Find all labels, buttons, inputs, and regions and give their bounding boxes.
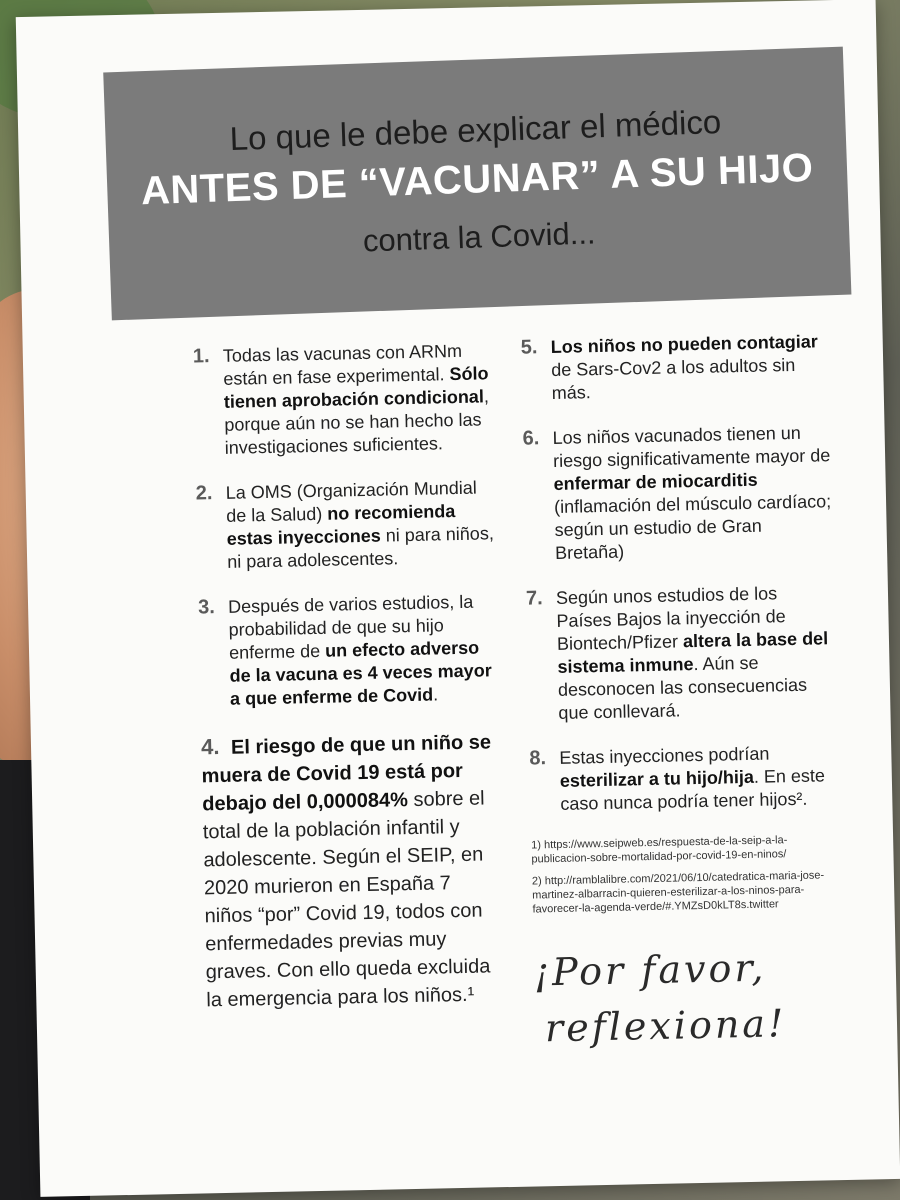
item-number: 8. <box>529 747 547 770</box>
header-line-3: contra la Covid... <box>362 215 597 259</box>
item-text: . <box>432 684 439 705</box>
list-item <box>193 339 495 460</box>
item-text-bold: El riesgo de que un niño se muera de Covid 19 está por debajo del 0,000084% <box>201 731 492 816</box>
item-text: sobre el total de la población infantil y adolescente. Según el SEIP, en 2020 murieron en España 7 niños “por” Covid 19, todos con enfermedades previas muy graves. Con ello queda excluida la emergencia para los niños.¹ <box>202 787 491 1012</box>
header-box <box>103 47 851 321</box>
header-line-1: Lo que le debe explicar el médico <box>229 102 722 158</box>
item-text: . Aún se desconocen las consecuencias que conllevará. <box>557 652 808 723</box>
item-text-bold: enfermar de miocarditis <box>553 469 758 494</box>
reference-1: 1) https://www.seipweb.es/respuesta-de-la-seip-a-la-publicacion-sobre-mortalidad-por-covid-19-en-ninos/ <box>531 834 788 866</box>
list-item <box>526 581 839 725</box>
list-item <box>198 590 500 711</box>
item-number: 7. <box>525 587 543 610</box>
signature-line-1: ¡Por favor, <box>533 945 767 995</box>
item-number: 4. <box>200 734 220 760</box>
item-text: . En este caso nunca podría tener hijos². <box>560 765 826 814</box>
reference-2: 2) http://ramblalibre.com/2021/06/10/catedratica-maria-jose-martinez-albarracin-quieren-esterilizar-a-los-ninos-para-favorecer-la-agenda-verde/#.YMZsD0kLT8s.twitter <box>531 869 825 916</box>
item-text: , porque aún no se han hecho las investigaciones suficientes. <box>224 386 490 458</box>
flyer-paper <box>16 0 900 1197</box>
right-column <box>521 330 846 1056</box>
item-text: Según unos estudios de los Países Bajos la inyección de Biontech/Pfizer <box>555 583 786 654</box>
item-text: ni para niños, ni para adolescentes. <box>226 523 495 572</box>
list-item <box>196 476 498 574</box>
item-number: 1. <box>192 345 210 368</box>
item-text: de Sars-Cov2 a los adultos sin más. <box>551 354 796 403</box>
item-number: 3. <box>197 596 216 619</box>
header-title: ANTES DE “VACUNAR” A SU HIJO <box>140 145 815 214</box>
list-item <box>201 727 507 1014</box>
item-text: Todas las vacunas con ARNm están en fase experimental. <box>222 340 463 389</box>
item-text: Estas inyecciones podrían <box>559 743 770 768</box>
item-text-bold: no recomienda estas inyecciones <box>226 501 456 549</box>
item-text: La OMS (Organización Mundial de la Salud) <box>225 477 478 526</box>
list-item <box>522 421 835 565</box>
item-number: 5. <box>520 336 538 359</box>
item-number: 6. <box>522 427 540 450</box>
item-text-bold: esterilizar a tu hijo/hija <box>559 766 755 791</box>
item-text-bold: Los niños no pueden contagiar <box>550 331 818 358</box>
item-text: (inflamación del músculo cardíaco; según un estudio de Gran Bretaña) <box>553 491 832 563</box>
item-text-bold: altera la base del sistema inmune <box>557 628 829 677</box>
item-text: Los niños vacunados tienen un riesgo significativamente mayor de <box>552 422 831 471</box>
list-item <box>521 330 832 405</box>
signature-line-2: reflexiona! <box>544 1001 787 1051</box>
references <box>531 832 843 916</box>
list-item <box>529 741 840 816</box>
item-text-bold: un efecto adverso de la vacuna es 4 veces mayor a que enferme de Covid <box>229 637 492 709</box>
handwritten-signature <box>533 938 845 1056</box>
item-text-bold: Sólo tienen aprobación condicional <box>223 363 489 412</box>
item-number: 2. <box>195 482 213 505</box>
left-column <box>193 339 507 1036</box>
item-text: Después de varios estudios, la probabilidad de que su hijo enferme de <box>227 591 474 663</box>
